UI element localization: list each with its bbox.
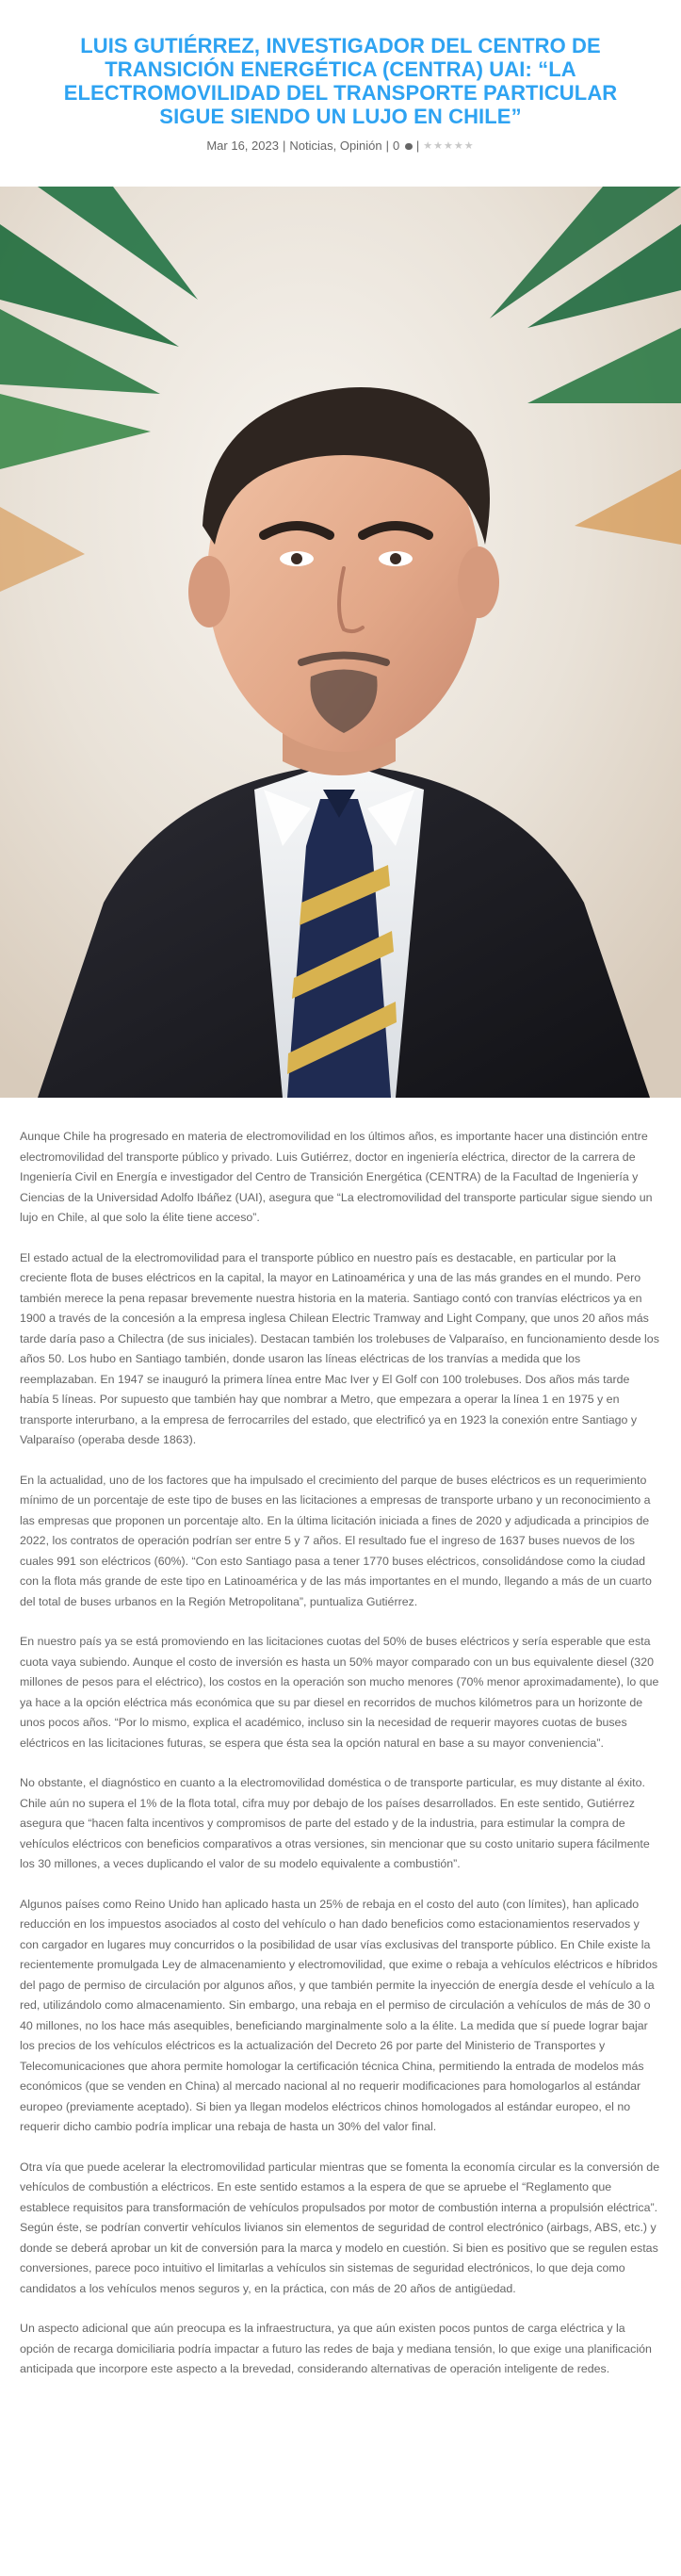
star-icon: ★: [444, 140, 454, 152]
paragraph: Un aspecto adicional que aún preocupa es la infraestructura, ya que aún existen pocos puntos de carga eléctrica y la opción de recarga domiciliaria podría impactar a futuro las redes de baja y mediana tensión, lo que exige una planificación anticipada que incorpore este aspecto a la brevedad, considerando alternativas de operación inteligente de redes.: [20, 2322, 652, 2375]
article-header: [0, 0, 681, 155]
comment-icon: [405, 143, 413, 150]
comment-count: 0: [393, 139, 400, 153]
article-title: LUIS GUTIÉRREZ, INVESTIGADOR DEL CENTRO DE TRANSICIÓN ENERGÉTICA (CENTRA) UAI: “LA ELECTROMOVILIDAD DEL TRANSPORTE PARTICULAR SIGUE SIENDO UN LUJO EN CHILE”: [63, 34, 618, 128]
article-body: [20, 1127, 660, 2400]
comments-link[interactable]: [393, 139, 413, 153]
post-date: Mar 16, 2023: [206, 139, 279, 153]
star-icon: ★: [433, 140, 445, 152]
category-link-opinion[interactable]: Opinión: [339, 139, 382, 153]
paragraph: Aunque Chile ha progresado en materia de electromovilidad en los últimos años, es importante hacer una distinción entre electromovilidad del transporte público y privado. Luis Gutiérrez, doctor en ingeniería eléctrica, director de la carrera de Ingeniería Civil en Energía e investigador del Centro de Transición Energética (CENTRA) de la Facultad de Ingeniería y Ciencias de la Universidad Adolfo Ibáñez (UAI), asegura que “La electromovilidad del transporte particular sigue siendo un lujo en Chile, al que solo la élite tiene acceso”.: [20, 1130, 653, 1224]
star-icon: ★: [423, 140, 434, 152]
paragraph: Algunos países como Reino Unido han aplicado hasta un 25% de rebaja en el costo del auto (con límites), han aplicado reducción en los impuestos asociados al costo del vehículo o han dado beneficios como estacionamientos reservados y con cargador en lugares muy concurridos o la posibilidad de usar vías exclusivas del transporte público. En Chile existe la recientemente promulgada Ley de almacenamiento y electromovilidad, que exime o rebaja a vehículos eléctricos e híbridos del pago de permiso de circulación por algunos años, y que también permite la inyección de energía desde el vehículo a la red, utilizándolo como almacenamiento. Sin embargo, una rebaja en el permiso de circulación a vehículos de más de 30 o 40 millones, no los hace más asequibles, beneficiando marginalmente solo a la élite. La medida que sí puede lograr bajar los precios de los vehículos eléctricos es la actualización del Decreto 26 por parte del Ministerio de Transportes y Telecomunicaciones que ahora permite homologar la certificación técnica China, permitiendo la entrada de modelos más económicos (que se venden en China) al mercado nacional al no requerir modificaciones para homologarlos al estándar europeo (previamente aceptado). Si bien ya llegan modelos eléctricos chinos homologados al estándar europeo, el no requerir dicho cambio podría implicar una rebaja de hasta un 30% del valor final.: [20, 1897, 658, 2133]
rating-stars: [423, 138, 474, 155]
category-link-noticias[interactable]: Noticias: [289, 139, 333, 153]
paragraph: Otra vía que puede acelerar la electromovilidad particular mientras que se fomenta la economía circular es la conversión de vehículos de combustión a eléctricos. En este sentido estamos a la espera de que se apruebe el “Reglamento que establece requisitos para transformación de vehículos propulsados por motor de combustión interna a propulsión eléctrica”. Según éste, se podrían convertir vehículos livianos sin elementos de seguridad de control electrónico (airbags, ABS, etc.) y donde se deberá aprobar un kit de conversión para la marca y modelo en cuestión. Si bien es positivo que se regulen estas conversiones, parece poco intuitivo el limitarlas a vehículos sin sistemas de seguridad electrónicos, lo que deja como candidatos a los vehículos menos seguros y, en la práctica, con más de 20 años de antigüedad.: [20, 2160, 660, 2295]
star-icon: ★: [463, 140, 475, 152]
paragraph: En nuestro país ya se está promoviendo en las licitaciones cuotas del 50% de buses eléctricos y sería esperable que esta cuota vaya subiendo. Aunque el costo de inversión es hasta un 50% mayor comparado con un bus equivalente diesel (320 millones de pesos para el eléctrico), los costos en la operación son mucho menores (70% menor aproximadamente), lo que ya hace a la opción eléctrica más económica que su par diesel en recorridos de muchos kilómetros para un horizonte de unos pocos años. “Por lo mismo, explica el académico, incluso sin la necesidad de requerir mayores cuotas de buses eléctricos en las licitaciones futuras, se espera que ésta sea la opción natural en base a su mayor conveniencia”.: [20, 1635, 659, 1750]
featured-image: [0, 187, 681, 1098]
star-icon: ★: [453, 140, 464, 152]
paragraph: El estado actual de la electromovilidad para el transporte público en nuestro país es destacable, en particular por la creciente flota de buses eléctricos en la capital, la mayor en Latinoamérica y una de las más grandes en el mundo. Pero también merece la pena repasar brevemente nuestra historia en la materia. Santiago contó con tranvías eléctricos ya en 1900 a través de la concesión a la empresa inglesa Chilean Electric Tramway and Light Company, que unos 20 años más tarde daría paso a Chilectra (de sus iniciales). Destacan también los trolebuses de Valparaíso, en funcionamiento desde los años 50. Los hubo en Santiago también, donde usaron las líneas eléctricas de los tranvías a medida que los reemplazaban. En 1947 se inauguró la primera línea entre Mac Iver y El Golf con 100 trolebuses. Dos años más tarde había 5 líneas. Por supuesto que también hay que nombrar a Metro, que empezara a operar la línea 1 en 1975 y en transporte interurbano, a la empresa de ferrocarriles del estado, que electrificó ya en 1923 la conexión entre Santiago y Valparaíso (operaba desde 1863).: [20, 1250, 659, 1446]
post-meta: Mar 16, 2023 | Noticias, Opinión | 0 | ★★★★★: [206, 139, 475, 153]
paragraph: No obstante, el diagnóstico en cuanto a la electromovilidad doméstica o de transporte particular, es muy distante al éxito. Chile aún no supera el 1% de la flota total, cifra muy por debajo de los países desarrollados. En este sentido, Gutiérrez asegura que “hacen falta incentivos y compromisos de parte del estado y de la industria, para estimular la compra de vehículos eléctricos con beneficios comparativos a otras versiones, sin mencionar que su costo unitario supera fácilmente los 30 millones, a veces duplicando el valor de su modelo equivalente a combustión”.: [20, 1776, 650, 1870]
paragraph: En la actualidad, uno de los factores que ha impulsado el crecimiento del parque de buses eléctricos es un requerimiento mínimo de un porcentaje de este tipo de buses en las licitaciones a empresas de transporte urbano y un reconocimiento a las empresas que proponen un porcentaje alto. En la última licitación iniciada a fines de 2020 y adjudicada a principios de 2022, los contratos de operación podrían ser entre 5 y 7 años. El resultado fue el ingreso de 1637 buses nuevos de los cuales 991 son eléctricos (60%). “Con esto Santiago pasa a tener 1770 buses eléctricos, consolidándose como la ciudad con la flota más grande de este tipo en Latinoamérica y de las más importantes en el mundo, llegando a más de un cuarto del total de buses urbanos en la Región Metropolitana”, puntualiza Gutiérrez.: [20, 1473, 652, 1608]
portrait-photo: [0, 187, 681, 1098]
